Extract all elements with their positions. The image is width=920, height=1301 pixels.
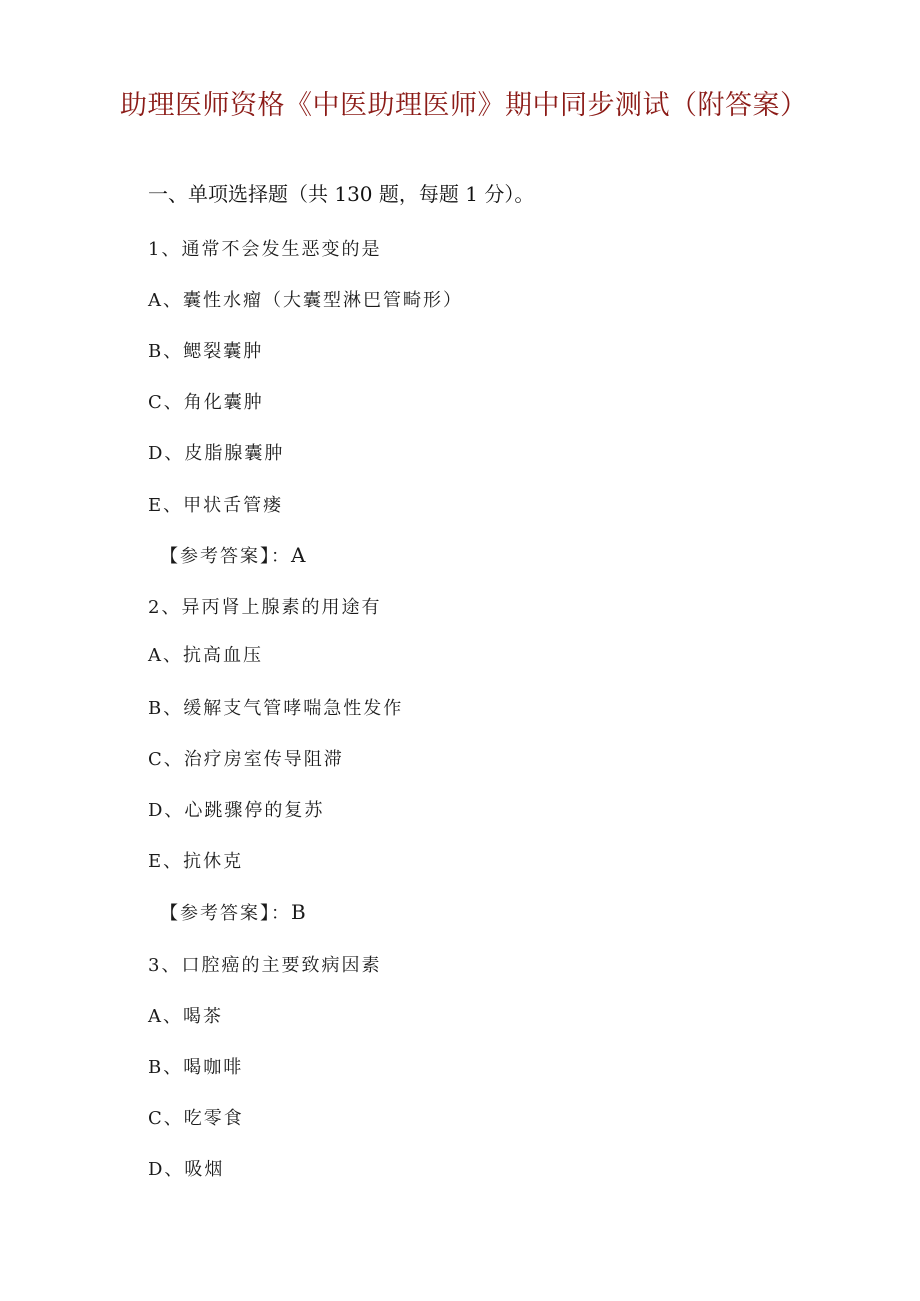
option-c: C、治疗房室传导阻滞: [148, 749, 344, 770]
option-c: C、吃零食: [148, 1108, 244, 1129]
answer-value: A: [291, 543, 306, 567]
answer-label: 【参考答案】：: [160, 546, 291, 567]
option-a: A、抗高血压: [148, 645, 263, 666]
option-b: B、喝咖啡: [148, 1057, 244, 1078]
document-title: 助理医师资格《中医助理医师》期中同步测试（附答案）: [120, 90, 808, 121]
option-d: D、皮脂腺囊肿: [148, 443, 285, 464]
question-stem: 3、口腔癌的主要致病因素: [148, 955, 382, 976]
option-e: E、抗休克: [148, 851, 244, 872]
answer-value: B: [291, 900, 306, 924]
answer-line: [160, 898, 306, 928]
question-stem: 2、异丙肾上腺素的用途有: [148, 597, 382, 618]
option-b: B、缓解支气管哮喘急性发作: [148, 698, 404, 719]
answer-label: 【参考答案】：: [160, 903, 291, 924]
option-d: D、心跳骤停的复苏: [148, 800, 325, 821]
section-heading: 一、单项选择题（共 130 题，每题 1 分）。: [148, 182, 535, 206]
option-c: C、角化囊肿: [148, 392, 264, 413]
option-d: D、吸烟: [148, 1159, 225, 1180]
option-a: A、囊性水瘤（大囊型淋巴管畸形）: [148, 290, 463, 311]
answer-line: [160, 541, 305, 571]
option-a: A、喝茶: [148, 1006, 223, 1027]
option-e: E、甲状舌管瘘: [148, 495, 284, 516]
question-stem: 1、通常不会发生恶变的是: [148, 239, 382, 260]
option-b: B、鳃裂囊肿: [148, 341, 264, 362]
